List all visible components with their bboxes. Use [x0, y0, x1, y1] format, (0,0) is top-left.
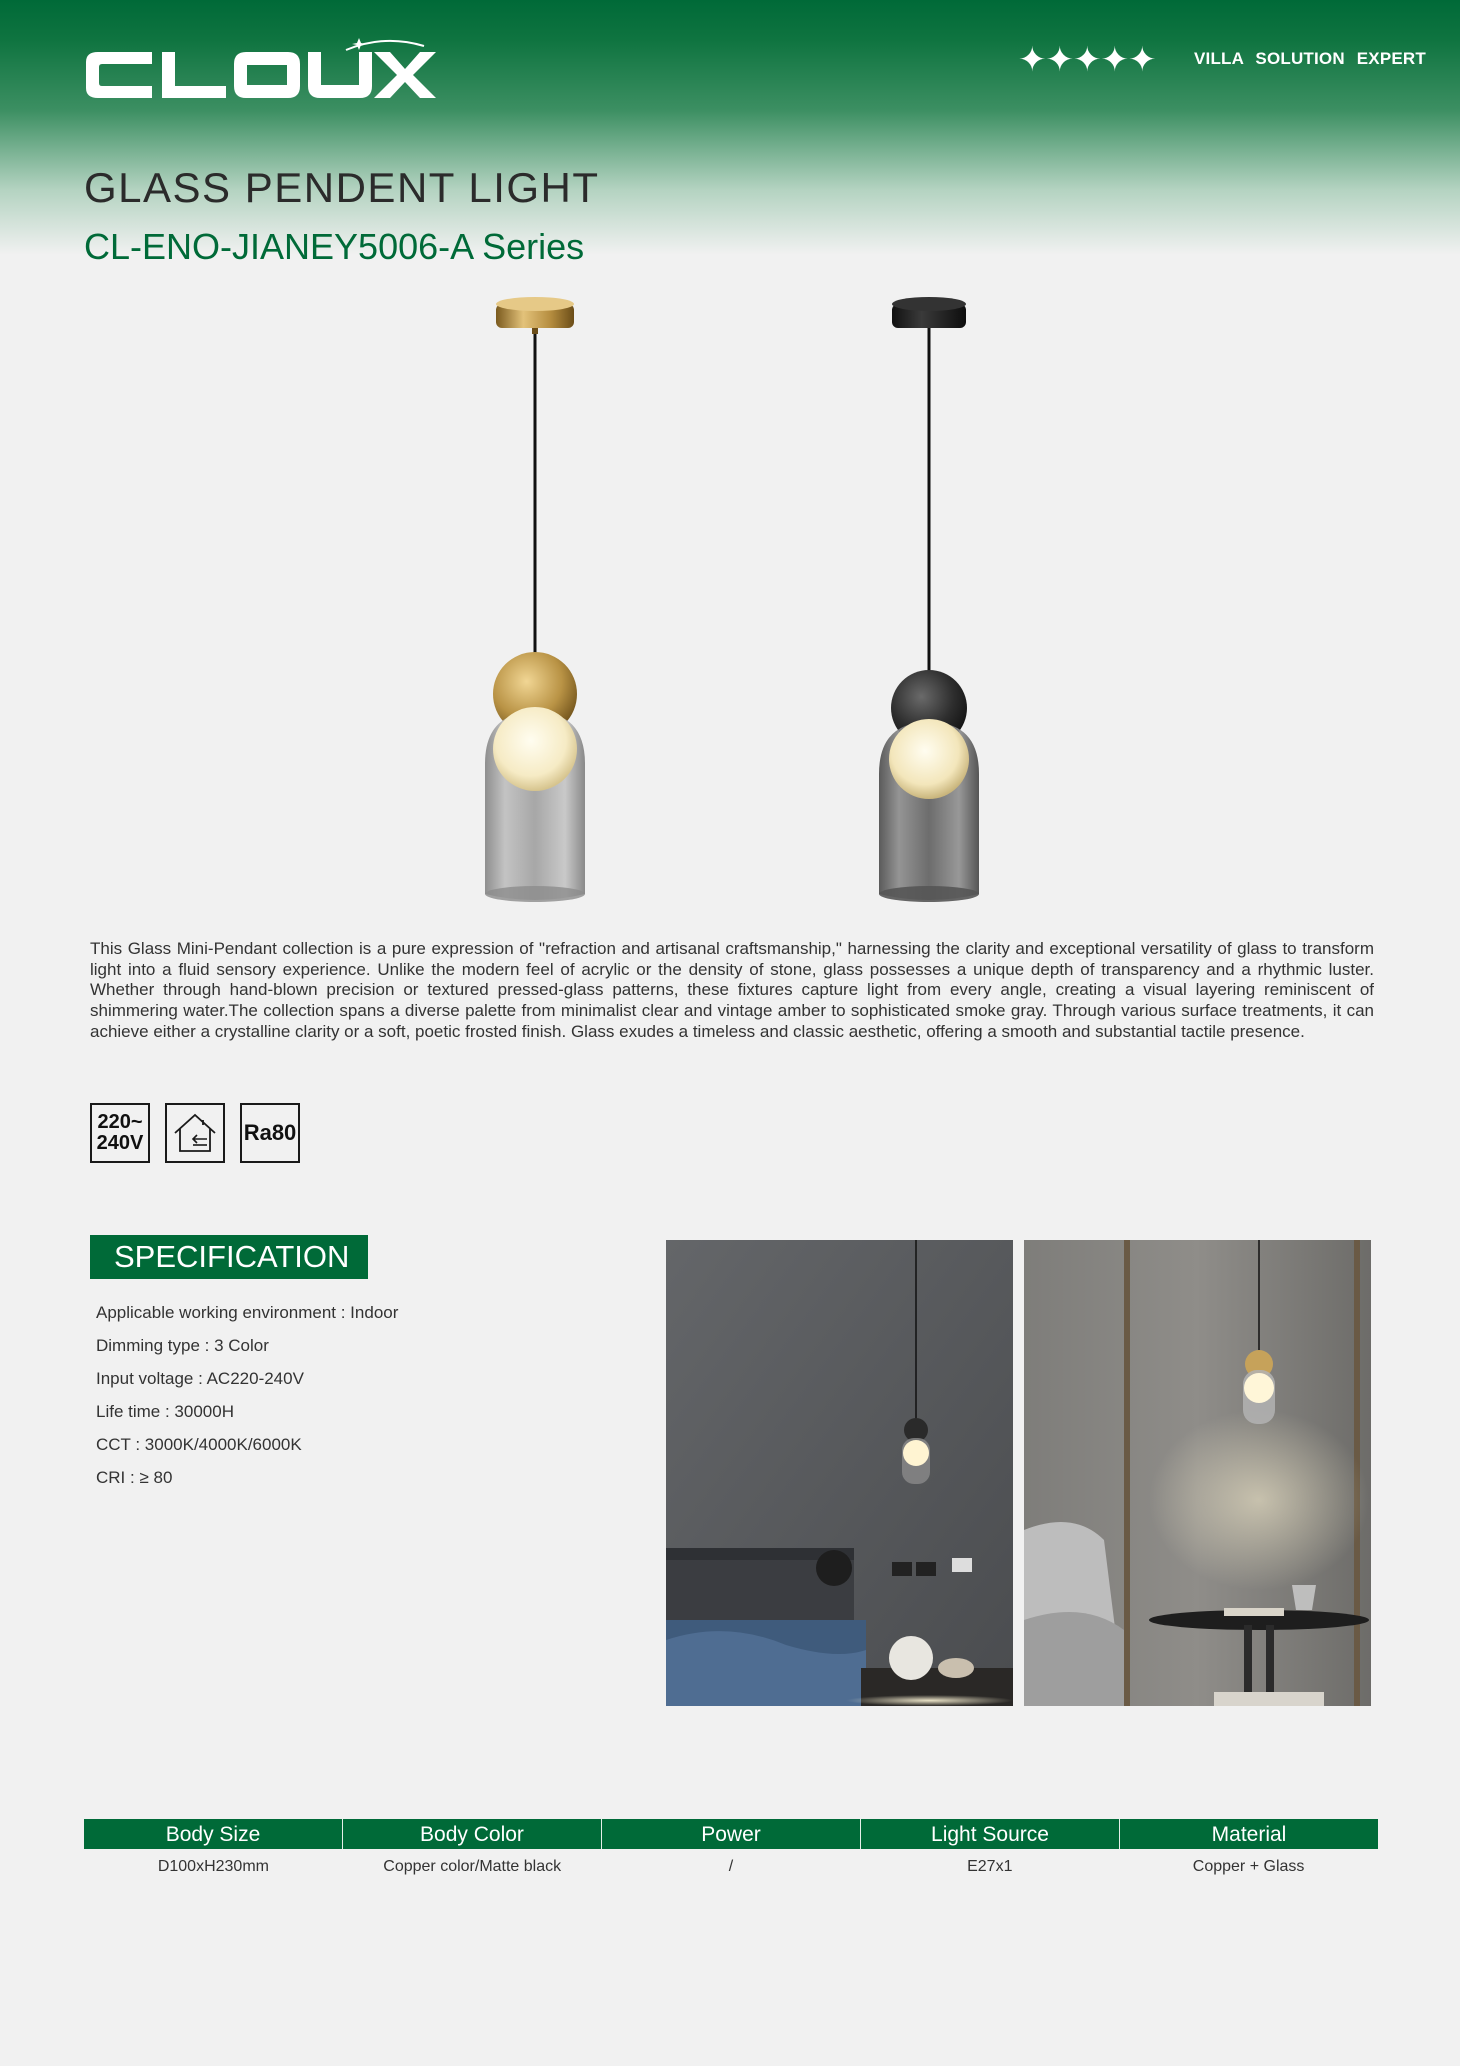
spec-item-voltage: Input voltage : AC220-240V: [96, 1369, 304, 1388]
pendant-light-copper-image: [480, 294, 590, 904]
header-body-color: Body Color: [342, 1819, 601, 1849]
voltage-badge: [90, 1103, 150, 1163]
cloux-logo: [84, 38, 438, 104]
specification-heading: SPECIFICATION: [90, 1235, 368, 1279]
header-body-size: Body Size: [165, 1823, 261, 1846]
indoor-badge: [165, 1103, 225, 1163]
spec-item-cri: CRI : ≥ 80: [96, 1468, 173, 1487]
spec-table-header: [84, 1819, 1378, 1849]
cell-body-size: D100xH230mm: [157, 1858, 269, 1875]
indoor-house-icon: [171, 1111, 219, 1155]
pendant-light-black-image: [874, 294, 984, 904]
header-power: Power: [601, 1819, 860, 1849]
voltage-line-2: 240V: [96, 1132, 144, 1154]
header-light-source: Light Source: [860, 1819, 1119, 1849]
tagline: VILLA SOLUTION EXPERT: [1194, 49, 1426, 68]
spec-item-environment: Applicable working environment : Indoor: [96, 1303, 399, 1322]
spec-item-lifetime: Life time : 30000H: [96, 1402, 234, 1421]
voltage-line-1: 220~: [97, 1111, 143, 1133]
cell-power: /: [728, 1858, 734, 1875]
specification-list: [96, 1302, 398, 1500]
product-description: This Glass Mini-Pendant collection is a pure expression of "refraction and artisanal craftsmanship," harnessing the clarity and exceptional versatility of glass to transform light into a fluid sensory experience. Unlike the modern feel of acrylic or the density of stone, glass possesses a unique depth of transparency and a rhythmic luster. Whether through hand-blown precision or textured pressed-glass patterns, these fixtures capture light from every angle, creating a visual layering reminiscent of shimmering water.The collection spans a diverse palette from minimalist clear and vintage amber to sophisticated smoke gray. Through various surface treatments, it can achieve either a crystalline clarity or a soft, poetic frosted finish. Glass exudes a timeless and classic aesthetic, offering a smooth and substantial tactile presence.: [90, 939, 1374, 1041]
series-name: CL-ENO-JIANEY5006-A Series: [84, 226, 585, 267]
cell-light-source: E27x1: [967, 1858, 1013, 1875]
cell-body-color: Copper color/Matte black: [383, 1858, 562, 1875]
bedroom-scene-image: [666, 1240, 1013, 1706]
header-material: Material: [1119, 1819, 1378, 1849]
page-title: GLASS PENDENT LIGHT: [84, 164, 600, 211]
spec-item-cct: CCT : 3000K/4000K/6000K: [96, 1435, 302, 1454]
living-room-scene-image: [1024, 1240, 1371, 1706]
spec-item-dimming: Dimming type : 3 Color: [96, 1336, 269, 1355]
cri-badge: [240, 1103, 300, 1163]
rating-stars: ✦✦✦✦✦: [1018, 40, 1156, 80]
cri-badge-label: Ra80: [243, 1120, 297, 1145]
cell-material: Copper + Glass: [1192, 1858, 1305, 1875]
spec-table-row: [84, 1856, 1378, 1880]
